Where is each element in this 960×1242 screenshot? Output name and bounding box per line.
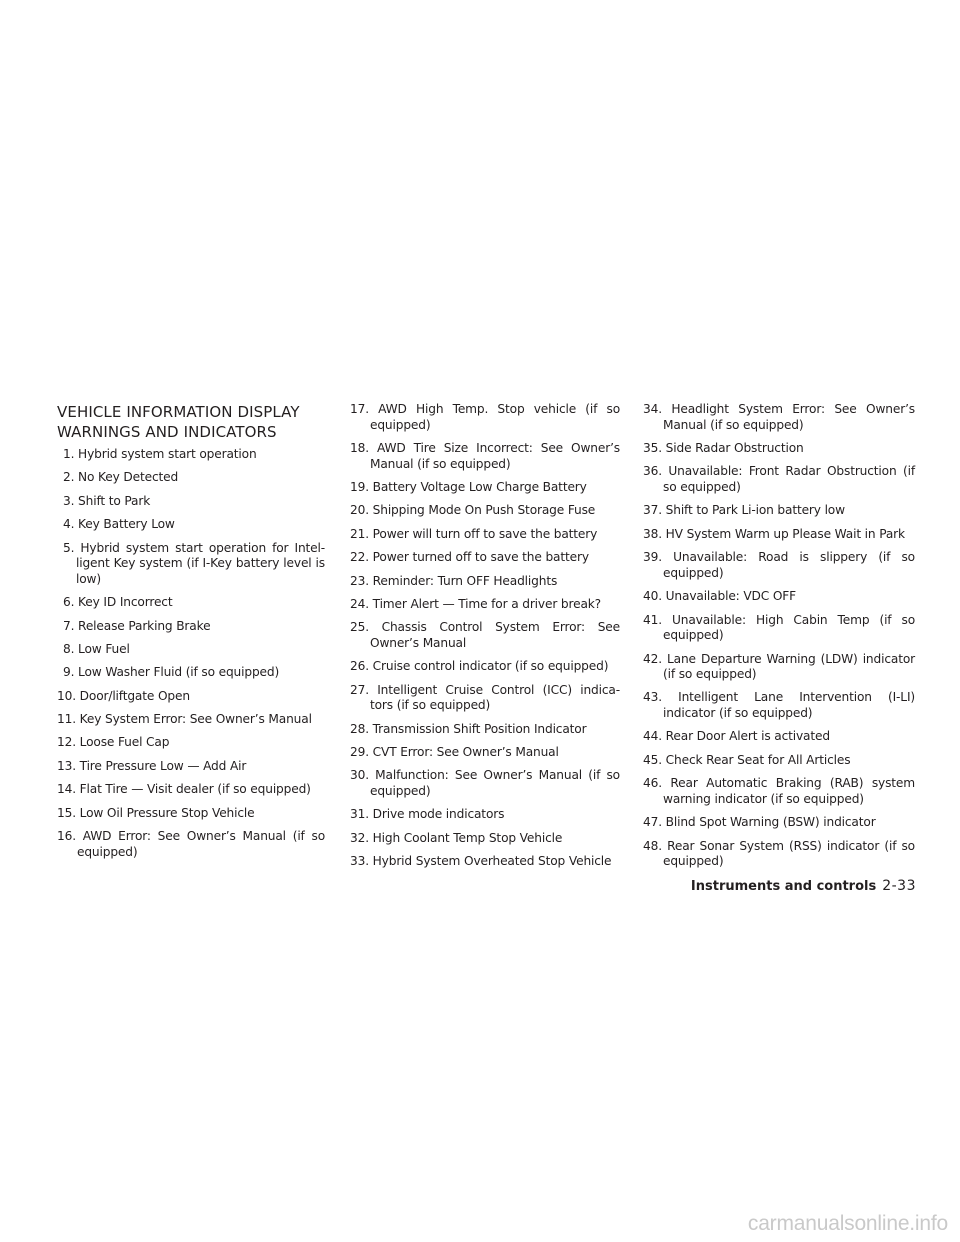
list-item: 10. Door/liftgate Open <box>57 688 190 703</box>
list-item: 29. CVT Error: See Owner’s Manual <box>350 745 559 760</box>
list-item: 12. Loose Fuel Cap <box>57 735 170 750</box>
list-item: 26. Cruise control indicator (if so equipped) <box>350 659 609 674</box>
list-item: 20. Shipping Mode On Push Storage Fuse <box>350 503 596 518</box>
list-item: 15. Low Oil Pressure Stop Vehicle <box>57 805 255 820</box>
list-item: 4. Key Battery Low <box>63 517 175 532</box>
list-item: 44. Rear Door Alert is activated <box>643 729 830 744</box>
list-item: 32. High Coolant Temp Stop Vehicle <box>350 830 563 845</box>
list-item: 21. Power will turn off to save the battery <box>350 526 598 541</box>
list-item: 1. Hybrid system start operation <box>63 447 257 461</box>
list-item: 40. Unavailable: VDC OFF <box>643 589 797 604</box>
list-item: 42. Lane Departure Warning (LDW) indicator (if so equipped) <box>643 651 915 682</box>
list-item: 35. Side Radar Obstruction <box>643 440 804 455</box>
list-column-3 <box>643 402 915 878</box>
list-item: 28. Transmission Shift Position Indicator <box>350 721 587 736</box>
list-item: 16. AWD Error: See Owner’s Manual (if so equipped) <box>57 829 325 859</box>
list-column-2 <box>350 402 620 878</box>
list-item: 47. Blind Spot Warning (BSW) indicator <box>643 815 876 830</box>
list-item: 43. Intelligent Lane Intervention (I-LI) indicator (if so equipped) <box>643 690 915 721</box>
list-item: 41. Unavailable: High Cabin Temp (if so equipped) <box>643 612 915 643</box>
indicator-list-1 <box>57 447 325 860</box>
list-item: 7. Release Parking Brake <box>63 618 211 633</box>
list-item: 23. Reminder: Turn OFF Headlights <box>350 573 558 588</box>
list-item: 31. Drive mode indicators <box>350 807 505 822</box>
list-item: 9. Low Washer Fluid (if so equipped) <box>63 665 280 680</box>
list-item: 30. Malfunction: See Owner’s Manual (if so equipped) <box>350 768 620 799</box>
list-item: 17. AWD High Temp. Stop vehicle (if so equipped) <box>350 402 620 432</box>
list-column-1 <box>57 447 325 868</box>
section-heading-line-2: WARNINGS AND INDICATORS <box>57 423 277 441</box>
list-item: 27. Intelligent Cruise Control (ICC) indica-tors (if so equipped) <box>350 682 620 713</box>
list-item: 37. Shift to Park Li-ion battery low <box>643 503 845 518</box>
list-item: 24. Timer Alert — Time for a driver break? <box>350 596 601 611</box>
list-item: 19. Battery Voltage Low Charge Battery <box>350 479 587 494</box>
list-item: 46. Rear Automatic Braking (RAB) system warning indicator (if so equipped) <box>643 776 915 806</box>
list-item: 39. Unavailable: Road is slippery (if so equipped) <box>643 550 915 580</box>
list-item: 6. Key ID Incorrect <box>63 595 173 610</box>
list-item: 25. Chassis Control System Error: See Owner’s Manual <box>350 620 620 650</box>
section-heading-line-1: VEHICLE INFORMATION DISPLAY <box>57 403 300 421</box>
page-footer <box>691 877 916 896</box>
section-heading <box>57 402 337 442</box>
list-item: 22. Power turned off to save the battery <box>350 550 589 565</box>
watermark: carmanualsonline.info <box>747 1212 948 1235</box>
list-item: 18. AWD Tire Size Incorrect: See Owner’s Manual (if so equipped) <box>350 440 620 471</box>
list-item: 5. Hybrid system start operation for Intel-ligent Key system (if I-Key battery level is low) <box>63 540 325 586</box>
list-item: 3. Shift to Park <box>63 493 151 508</box>
list-item: 34. Headlight System Error: See Owner’s Manual (if so equipped) <box>643 402 915 432</box>
page-number: 2-33 <box>882 878 916 894</box>
indicator-list-3 <box>643 402 915 870</box>
list-item: 2. No Key Detected <box>63 470 179 485</box>
list-item: 45. Check Rear Seat for All Articles <box>643 752 851 767</box>
list-item: 33. Hybrid System Overheated Stop Vehicle <box>350 854 612 869</box>
list-item: 8. Low Fuel <box>63 641 130 656</box>
footer-section-title: Instruments and controls <box>690 879 877 894</box>
list-item: 14. Flat Tire — Visit dealer (if so equipped) <box>57 782 311 797</box>
list-item: 36. Unavailable: Front Radar Obstruction (if so equipped) <box>643 464 915 494</box>
list-item: 38. HV System Warm up Please Wait in Park <box>643 526 905 541</box>
list-item: 11. Key System Error: See Owner’s Manual <box>57 712 312 727</box>
indicator-list-2 <box>350 402 620 870</box>
list-item: 13. Tire Pressure Low — Add Air <box>57 758 247 773</box>
list-item: 48. Rear Sonar System (RSS) indicator (if so equipped) <box>643 838 915 869</box>
